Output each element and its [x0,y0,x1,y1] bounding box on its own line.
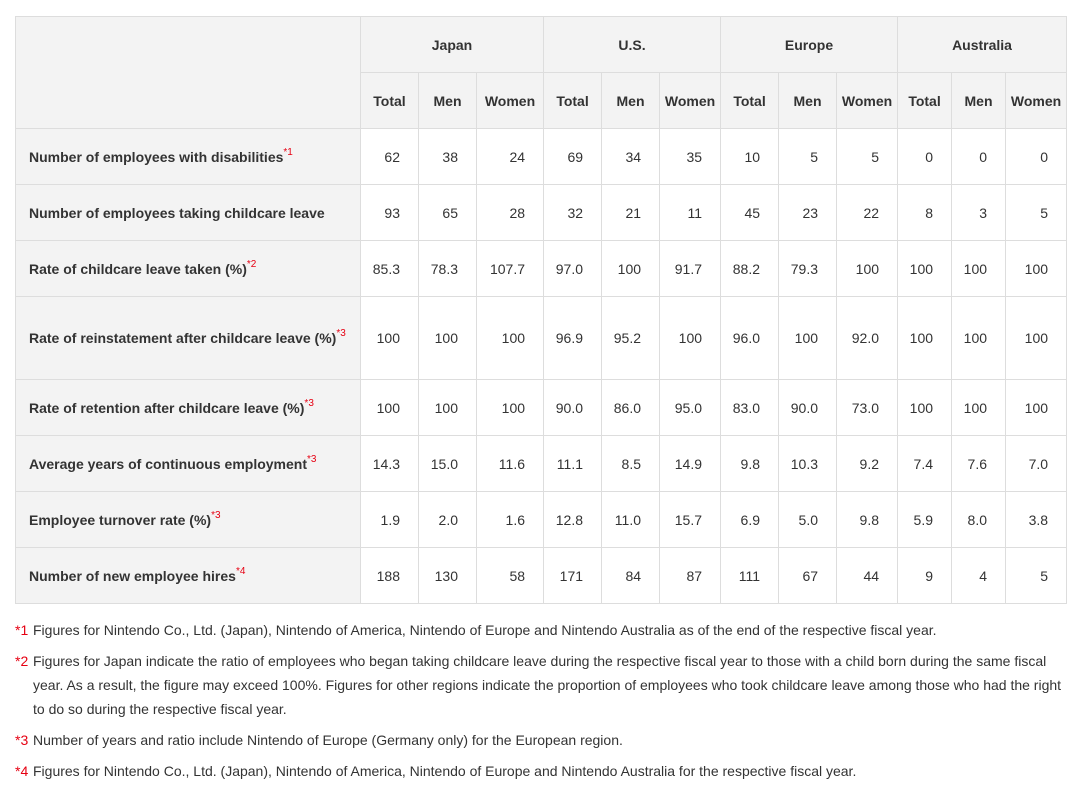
row-label [16,129,361,185]
footnote-mark: *1 [15,622,29,638]
data-cell: 87 [660,548,721,604]
data-cell: 100 [898,380,952,436]
sub-column-header: Men [602,73,660,129]
footnote [15,759,1065,783]
data-cell: 5 [1006,185,1067,241]
data-cell: 11.6 [477,436,544,492]
data-cell: 9.8 [721,436,779,492]
row-label [16,492,361,548]
data-cell: 100 [602,241,660,297]
footnote-ref: *2 [246,258,257,270]
table-row [16,548,1067,604]
data-cell: 107.7 [477,241,544,297]
region-header: Japan [361,17,544,73]
data-cell: 4 [952,548,1006,604]
data-cell: 12.8 [544,492,602,548]
data-cell: 35 [660,129,721,185]
data-cell: 1.6 [477,492,544,548]
employee-data-table [15,16,1067,604]
sub-column-header: Men [952,73,1006,129]
table-row [16,436,1067,492]
data-cell: 67 [779,548,837,604]
data-cell: 95.2 [602,297,660,380]
corner-header-cell [16,17,361,129]
data-cell: 5 [837,129,898,185]
data-cell: 83.0 [721,380,779,436]
data-cell: 100 [361,380,419,436]
data-cell: 93 [361,185,419,241]
row-label [16,241,361,297]
row-label-text: Employee turnover rate (%) [29,511,212,528]
data-cell: 100 [477,297,544,380]
sub-column-header: Total [361,73,419,129]
footnote [15,618,1065,642]
table-row [16,297,1067,380]
row-label [16,380,361,436]
data-cell: 11 [660,185,721,241]
footnote-ref: *4 [235,565,246,577]
data-cell: 100 [361,297,419,380]
data-cell: 96.9 [544,297,602,380]
region-header: Australia [898,17,1067,73]
footnote-ref: *1 [283,146,293,158]
data-cell: 0 [898,129,952,185]
sub-column-header: Women [837,73,898,129]
footnote-mark: *2 [15,653,29,669]
data-cell: 95.0 [660,380,721,436]
row-label [16,297,361,380]
data-cell: 90.0 [779,380,837,436]
data-cell: 45 [721,185,779,241]
data-cell: 9 [898,548,952,604]
sub-column-header: Total [898,73,952,129]
data-cell: 92.0 [837,297,898,380]
footnote [15,649,1065,721]
data-cell: 44 [837,548,898,604]
row-label-text: Number of employees with disabilities [29,148,284,165]
row-label-text: Average years of continuous employment [29,455,307,472]
data-cell: 7.0 [1006,436,1067,492]
data-cell: 100 [952,297,1006,380]
footnote-text: Figures for Nintendo Co., Ltd. (Japan), Nintendo of America, Nintendo of Europe and Nintendo Australia as of the end of the respective fiscal year. [33,622,937,638]
data-cell: 78.3 [419,241,477,297]
data-cell: 62 [361,129,419,185]
data-cell: 188 [361,548,419,604]
data-cell: 130 [419,548,477,604]
table-row [16,185,1067,241]
data-cell: 96.0 [721,297,779,380]
data-cell: 100 [898,297,952,380]
data-cell: 15.0 [419,436,477,492]
row-label-text: Number of new employee hires [29,567,236,584]
table-row [16,492,1067,548]
row-label [16,436,361,492]
data-cell: 34 [602,129,660,185]
footnote-ref: *3 [307,453,317,465]
data-cell: 7.6 [952,436,1006,492]
data-cell: 0 [952,129,1006,185]
data-cell: 21 [602,185,660,241]
data-cell: 100 [779,297,837,380]
region-header: Europe [721,17,898,73]
table-body [16,129,1067,604]
data-cell: 85.3 [361,241,419,297]
data-cell: 23 [779,185,837,241]
data-cell: 100 [419,380,477,436]
footnote-ref: *3 [336,328,346,340]
footnote [15,728,1065,752]
data-cell: 7.4 [898,436,952,492]
data-cell: 171 [544,548,602,604]
row-label-text: Rate of childcare leave taken (%) [29,260,247,277]
data-cell: 24 [477,129,544,185]
data-cell: 5.0 [779,492,837,548]
sub-column-header: Women [477,73,544,129]
footnote-mark: *3 [15,732,29,748]
footnote-text: Figures for Japan indicate the ratio of employees who began taking childcare leave during the respective fiscal year to those with a child born during the same fiscal year. As a result, the figure may exceed 100%. Figures for other regions indicate the proportion of employees who took childcare leave among those who had the right to do so during the respective fiscal year. [33,653,1062,717]
footnote-text: Figures for Nintendo Co., Ltd. (Japan), Nintendo of America, Nintendo of Europe and Nintendo Australia for the respective fiscal year. [33,763,857,779]
footnote-ref: *3 [304,397,314,409]
data-cell: 9.8 [837,492,898,548]
data-cell: 111 [721,548,779,604]
data-cell: 5 [1006,548,1067,604]
data-cell: 69 [544,129,602,185]
data-cell: 100 [837,241,898,297]
sub-column-header: Men [419,73,477,129]
sub-column-header: Total [544,73,602,129]
data-cell: 100 [660,297,721,380]
data-cell: 28 [477,185,544,241]
data-cell: 100 [419,297,477,380]
data-cell: 73.0 [837,380,898,436]
data-cell: 3 [952,185,1006,241]
data-cell: 15.7 [660,492,721,548]
data-cell: 10.3 [779,436,837,492]
data-cell: 11.0 [602,492,660,548]
sub-column-header: Women [1006,73,1067,129]
data-cell: 97.0 [544,241,602,297]
data-cell: 10 [721,129,779,185]
data-cell: 84 [602,548,660,604]
data-cell: 6.9 [721,492,779,548]
data-cell: 100 [1006,241,1067,297]
data-cell: 58 [477,548,544,604]
footnote-ref: *3 [211,509,221,521]
table-row [16,129,1067,185]
data-cell: 9.2 [837,436,898,492]
data-cell: 22 [837,185,898,241]
data-cell: 3.8 [1006,492,1067,548]
data-cell: 100 [952,380,1006,436]
footnotes [15,618,1065,787]
data-cell: 14.9 [660,436,721,492]
data-cell: 38 [419,129,477,185]
data-cell: 100 [1006,380,1067,436]
data-cell: 8 [898,185,952,241]
region-header-row [16,17,1067,73]
data-cell: 2.0 [419,492,477,548]
data-cell: 0 [1006,129,1067,185]
data-cell: 5.9 [898,492,952,548]
data-cell: 79.3 [779,241,837,297]
data-cell: 5 [779,129,837,185]
data-cell: 86.0 [602,380,660,436]
footnote-text: Number of years and ratio include Nintendo of Europe (Germany only) for the European region. [33,732,623,748]
data-cell: 100 [1006,297,1067,380]
footnote-mark: *4 [15,763,29,779]
row-label-text: Rate of retention after childcare leave (%) [29,399,305,416]
row-label-text: Number of employees taking childcare leave [29,204,325,221]
employee-data-table-container [15,16,1066,604]
data-cell: 32 [544,185,602,241]
data-cell: 8.5 [602,436,660,492]
table-row [16,241,1067,297]
data-cell: 90.0 [544,380,602,436]
data-cell: 100 [898,241,952,297]
sub-column-header: Total [721,73,779,129]
data-cell: 14.3 [361,436,419,492]
table-row [16,380,1067,436]
data-cell: 65 [419,185,477,241]
sub-column-header: Men [779,73,837,129]
row-label-text: Rate of reinstatement after childcare leave (%) [29,330,337,346]
data-cell: 11.1 [544,436,602,492]
data-cell: 1.9 [361,492,419,548]
data-cell: 100 [477,380,544,436]
region-header: U.S. [544,17,721,73]
data-cell: 88.2 [721,241,779,297]
data-cell: 91.7 [660,241,721,297]
data-cell: 8.0 [952,492,1006,548]
row-label [16,548,361,604]
data-cell: 100 [952,241,1006,297]
row-label [16,185,361,241]
sub-column-header: Women [660,73,721,129]
